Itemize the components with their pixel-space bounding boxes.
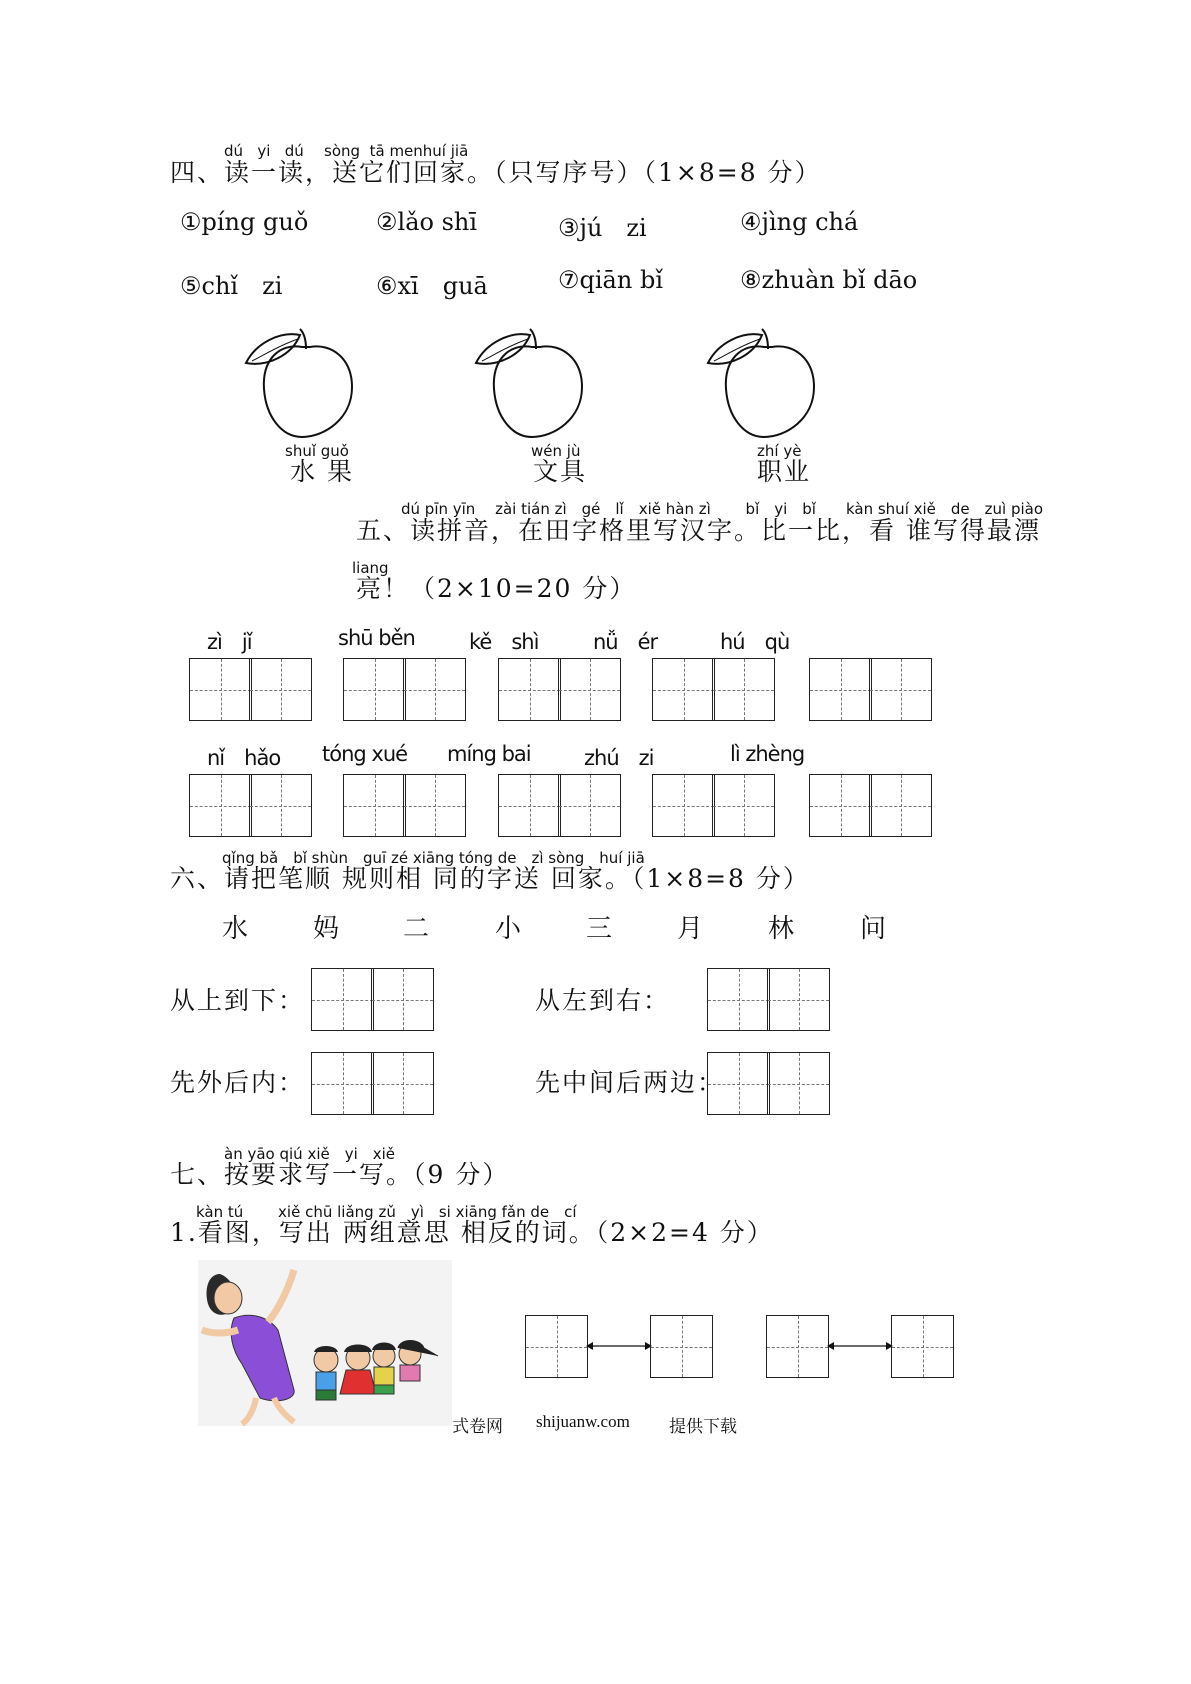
antonym-box[interactable] [650, 1315, 713, 1378]
s4-option-2: ②lǎo shī [376, 208, 478, 236]
stroke-char: 水 [222, 914, 251, 944]
antonym-box[interactable] [766, 1315, 829, 1378]
stroke-char: 三 [586, 914, 615, 944]
apple-1-label: 水 果 [290, 457, 354, 486]
word-pinyin: míng bai [447, 742, 531, 766]
double-arrow-icon [586, 1339, 652, 1353]
tian-grid-box[interactable] [712, 658, 775, 721]
rule-middle-then-sides: 先中间后两边： [535, 1068, 725, 1097]
s4-option-1: ①píng guǒ [180, 208, 309, 236]
apple-3-label: 职业 [757, 457, 812, 486]
s4-pinyin-1: dú yi dú [224, 142, 304, 160]
s6-title: 六、请把笔顺 规则相 同的字送 回家。（1×8=8 分） [170, 864, 810, 893]
s6-pinyin: qǐng bǎ bǐ shùn guī zé xiāng tóng de zì sòng huí jiā [222, 849, 645, 867]
tian-grid-box[interactable] [712, 774, 775, 837]
apple-icon [240, 325, 360, 440]
apple-1-pinyin: shuǐ guǒ [285, 442, 349, 460]
tian-grid-box[interactable] [371, 1052, 434, 1115]
word-pinyin: hú qù [720, 630, 790, 654]
stroke-char: 月 [677, 914, 706, 944]
word-pinyin: nǐ hǎo [207, 746, 281, 770]
tian-grid-box[interactable] [558, 658, 621, 721]
s4-option-7: ⑦qiān bǐ [558, 266, 663, 294]
tian-grid-box[interactable] [189, 658, 252, 721]
s4-title: 四、读一读，送它们回家。（只写序号）（1×8=8 分） [170, 158, 822, 187]
s7-sub-title: 1.看图，写出 两组意思 相反的词。（2×2=4 分） [170, 1218, 774, 1247]
tian-grid-box[interactable] [707, 1052, 770, 1115]
stroke-char: 问 [860, 914, 889, 944]
rule-left-to-right: 从左到右： [535, 986, 671, 1015]
tian-grid-box[interactable] [809, 658, 872, 721]
footer-download: 提供下载 [669, 1417, 737, 1437]
footer-url[interactable]: shijuanw.com [536, 1412, 630, 1431]
tian-grid-box[interactable] [498, 658, 561, 721]
tian-grid-box[interactable] [249, 774, 312, 837]
word-pinyin: zhú zi [584, 746, 654, 770]
word-pinyin: shū běn [338, 626, 415, 650]
word-pinyin: tóng xué [322, 742, 408, 766]
tian-grid-box[interactable] [652, 658, 715, 721]
tian-grid-box[interactable] [498, 774, 561, 837]
stroke-char: 妈 [313, 914, 342, 944]
apple-2-pinyin: wén jù [531, 442, 581, 460]
rule-top-to-bottom: 从上到下： [170, 986, 306, 1015]
apple-2-label: 文具 [533, 457, 588, 486]
stroke-char: 二 [403, 914, 432, 944]
double-arrow-icon [827, 1339, 893, 1353]
tian-grid-box[interactable] [809, 774, 872, 837]
teacher-children-illustration [198, 1260, 452, 1426]
tian-grid-box[interactable] [403, 658, 466, 721]
s5-pinyin-2: liang [352, 559, 389, 577]
tian-grid-box[interactable] [343, 774, 406, 837]
word-pinyin: zì jǐ [207, 630, 252, 654]
apple-icon [702, 325, 822, 440]
rule-outside-then-inside: 先外后内： [170, 1068, 306, 1097]
tian-grid-box[interactable] [558, 774, 621, 837]
s4-pinyin-2: sòng tā menhuí jiā [324, 142, 469, 160]
s4-option-6: ⑥xī guā [376, 272, 488, 300]
apple-icon [470, 325, 590, 440]
tian-grid-box[interactable] [869, 774, 932, 837]
antonym-box[interactable] [525, 1315, 588, 1378]
s4-option-3: ③jú zi [558, 214, 647, 242]
tian-grid-box[interactable] [311, 968, 374, 1031]
s5-title-line1: 五、读拼音，在田字格里写汉字。比一比，看 谁写得最漂 [356, 516, 1041, 545]
s4-option-5: ⑤chǐ zi [180, 272, 283, 300]
tian-grid-box[interactable] [311, 1052, 374, 1115]
apple-3-pinyin: zhí yè [757, 442, 802, 460]
s7-pinyin: àn yāo qiú xiě yi xiě [224, 1145, 396, 1163]
s7-title: 七、按要求写一写。（9 分） [170, 1160, 510, 1189]
tian-grid-box[interactable] [249, 658, 312, 721]
tian-grid-box[interactable] [767, 968, 830, 1031]
antonym-box[interactable] [891, 1315, 954, 1378]
tian-grid-box[interactable] [189, 774, 252, 837]
s4-option-4: ④jìng chá [740, 208, 859, 236]
tian-grid-box[interactable] [403, 774, 466, 837]
word-pinyin: kě shì [469, 630, 539, 654]
word-pinyin: nǚ ér [593, 630, 658, 654]
s4-option-8: ⑧zhuàn bǐ dāo [740, 266, 918, 294]
s5-title-line2: 亮！（2×10=20 分） [356, 574, 637, 603]
stroke-char: 小 [495, 914, 524, 944]
tian-grid-box[interactable] [707, 968, 770, 1031]
s5-pinyin-1: dú pīn yīn zài tián zì gé lǐ xiě hàn zì bǐ yi bǐ kàn shuí xiě de zuì piào [401, 500, 1044, 518]
tian-grid-box[interactable] [767, 1052, 830, 1115]
tian-grid-box[interactable] [652, 774, 715, 837]
footer-site-name: 式卷网 [452, 1417, 503, 1437]
tian-grid-box[interactable] [869, 658, 932, 721]
s7-sub-pinyin: kàn tú xiě chū liǎng zǔ yì si xiāng fǎn de cí [196, 1203, 577, 1221]
stroke-char: 林 [768, 914, 797, 944]
word-pinyin: lì zhèng [730, 742, 805, 766]
tian-grid-box[interactable] [343, 658, 406, 721]
tian-grid-box[interactable] [371, 968, 434, 1031]
